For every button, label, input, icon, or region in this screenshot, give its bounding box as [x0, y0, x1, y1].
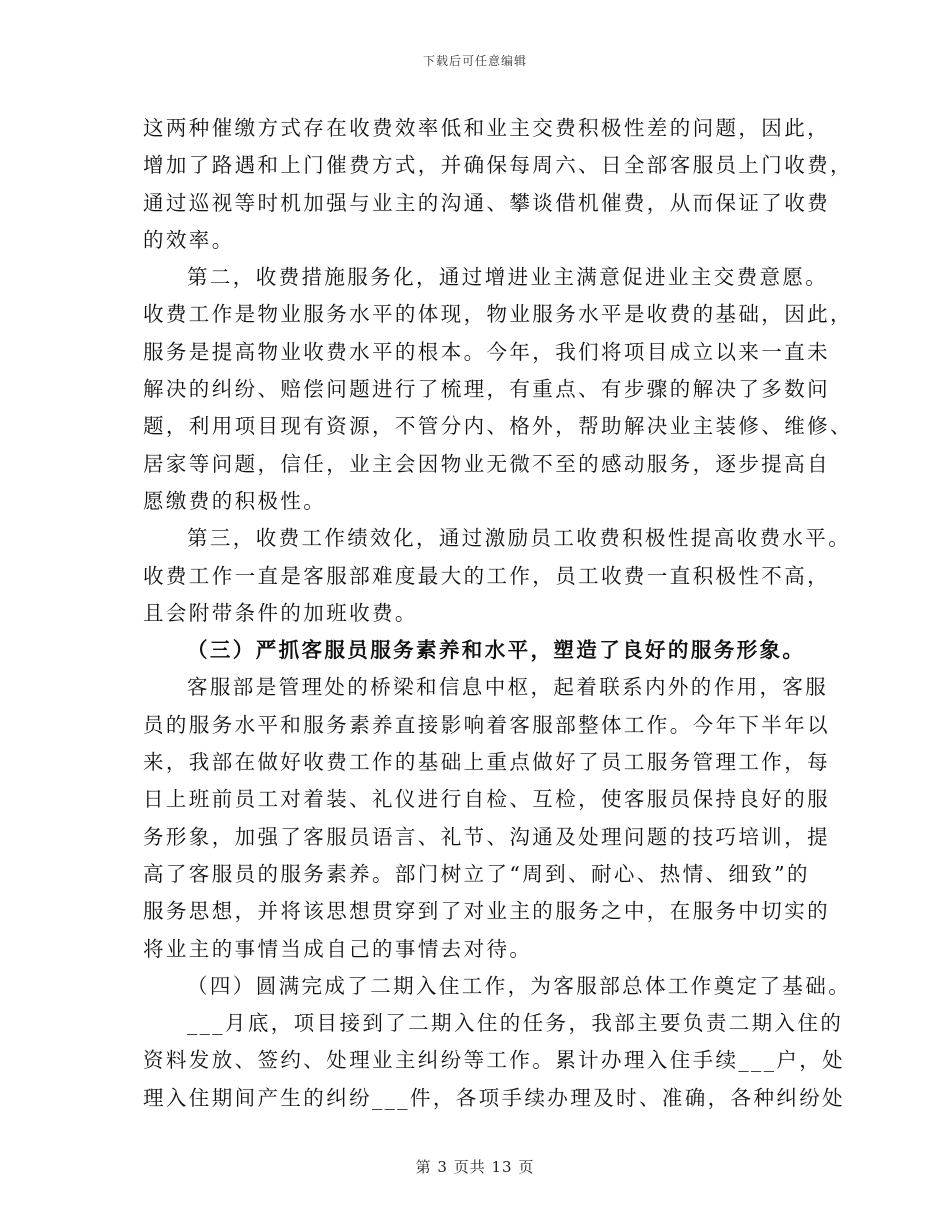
body-line: 增加了路遇和上门催费方式，并确保每周六、日全部客服员上门收费， [143, 153, 853, 178]
body-line: 居家等问题，信任，业主会因物业无微不至的感动服务，逐步提高自 [143, 451, 830, 476]
body-line: 收费工作是物业服务水平的体现，物业服务水平是收费的基础，因此， [143, 302, 853, 327]
document-body [143, 110, 853, 1117]
body-line: 题，利用项目现有资源，不管分内、格外，帮助解决业主装修、维修、 [143, 414, 853, 439]
body-line: 愿缴费的积极性。 [143, 488, 327, 513]
paragraph-start-line: 客服部是管理处的桥梁和信息中枢，起着联系内外的作用，客服 [187, 675, 829, 700]
body-line: 解决的纠纷、赔偿问题进行了梳理，有重点、有步骤的解决了多数问 [143, 377, 830, 402]
section-heading: （四）圆满完成了二期入住工作，为客服部总体工作奠定了基础。 [187, 973, 852, 998]
body-line: 将业主的事情当成自己的事情去对待。 [143, 936, 533, 961]
body-line: 员的服务水平和服务素养直接影响着客服部整体工作。今年下半年以 [143, 712, 830, 737]
body-line: 务形象，加强了客服员语言、礼节、沟通及处理问题的技巧培训，提 [143, 824, 830, 849]
page-footer: 第 3 页共 13 页 [415, 1158, 535, 1176]
body-line: 理入住期间产生的纠纷___件，各项手续办理及时、准确，各种纠纷处 [143, 1085, 846, 1110]
body-line: 这两种催缴方式存在收费效率低和业主交费积极性差的问题，因此， [143, 116, 830, 140]
page-header: 下载后可任意编辑 [422, 54, 527, 68]
body-line: 服务思想，并将该思想贯穿到了对业主的服务之中，在服务中切实的 [143, 899, 830, 924]
body-line: 来，我部在做好收费工作的基础上重点做好了员工服务管理工作，每 [143, 750, 830, 775]
paragraph-start-line: 第三，收费工作绩效化，通过激励员工收费积极性提高收费水平。 [187, 526, 852, 551]
body-line: 的效率。 [143, 227, 235, 252]
body-line: 且会附带条件的加班收费。 [143, 600, 418, 625]
body-line: 资料发放、签约、处理业主纠纷等工作。累计办理入住手续___户，处 [143, 1048, 846, 1073]
body-line: 收费工作一直是客服部难度最大的工作，员工收费一直积极性不高， [143, 563, 830, 588]
body-line: 通过巡视等时机加强与业主的沟通、攀谈借机催费，从而保证了收费 [143, 190, 830, 215]
body-line: 日上班前员工对着装、礼仪进行自检、互检，使客服员保持良好的服 [143, 787, 830, 812]
section-heading: （三）严抓客服员服务素养和水平，塑造了良好的服务形象。 [187, 638, 806, 663]
body-line: 服务是提高物业收费水平的根本。今年，我们将项目成立以来一直未 [143, 339, 830, 364]
paragraph-start-line: 第二，收费措施服务化，通过增进业主满意促进业主交费意愿。 [187, 265, 829, 290]
paragraph-start-line: ___月底，项目接到了二期入住的任务，我部主要负责二期入住的 [187, 1011, 844, 1036]
body-line: 高了客服员的服务素养。部门树立了“周到、耐心、热情、细致”的 [143, 861, 810, 886]
